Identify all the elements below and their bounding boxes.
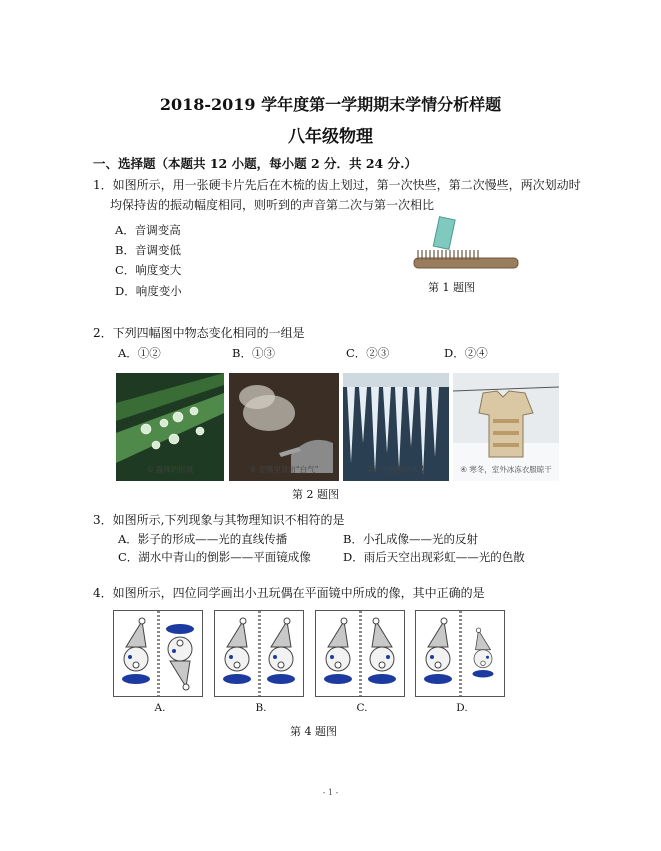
clown-doll-icon xyxy=(318,617,358,691)
question-1-option-a: A．音调变高 xyxy=(115,223,181,237)
clown-image-icon xyxy=(362,617,402,691)
question-2-option-b: B．①③ xyxy=(232,346,275,360)
question-1-option-d: D．响度变小 xyxy=(115,284,182,298)
mirror-panel-c xyxy=(315,610,405,697)
clown-doll-icon xyxy=(217,617,257,691)
section-heading: 一、选择题（本题共 12 小题，每小题 2 分．共 24 分.） xyxy=(93,156,417,171)
panel-label-b: B. xyxy=(255,702,267,714)
question-1-option-c: C．响度变大 xyxy=(115,263,182,277)
panel-label-d: D. xyxy=(456,702,468,714)
panel-label-c: C. xyxy=(356,702,368,714)
question-4-figure-caption: 第 4 题图 xyxy=(290,725,337,738)
question-2-option-a: A．①② xyxy=(118,346,161,360)
photo-4-caption: ④ 寒冬，室外冰冻衣服晾干 xyxy=(460,465,552,474)
question-3-option-b: B．小孔成像——光的反射 xyxy=(343,532,478,546)
mirror-panel-d xyxy=(415,610,505,697)
question-1-text-line1: 1．如图所示，用一张硬卡片先后在木梳的齿上划过，第一次快些，第二次慢些，两次划动时 xyxy=(93,178,581,192)
clown-image-icon xyxy=(261,617,301,691)
question-3-text: 3．如图所示,下列现象与其物理知识不相符的是 xyxy=(93,513,345,527)
question-2-figure-caption: 第 2 题图 xyxy=(292,488,339,501)
panel-label-a: A. xyxy=(154,702,166,714)
comb-card-figure xyxy=(412,214,522,276)
question-2-option-d: D．②④ xyxy=(444,346,488,360)
question-1-option-b: B．音调变低 xyxy=(115,243,181,257)
mirror-panel-b xyxy=(214,610,304,697)
question-2-text: 2．下列四幅图中物态变化相同的一组是 xyxy=(93,326,305,340)
question-1-text-line2: 均保持齿的振动幅度相同，则听到的声音第二次与第一次相比 xyxy=(110,198,435,212)
question-3-option-c: C．湖水中青山的倒影——平面镜成像 xyxy=(118,550,311,564)
clown-doll-icon xyxy=(418,617,458,691)
clown-image-icon xyxy=(160,617,200,691)
mirror-panel-a xyxy=(113,610,203,697)
question-2-option-c: C．②③ xyxy=(346,346,390,360)
page-number: - 1 - xyxy=(322,788,339,797)
hard-card xyxy=(433,217,455,250)
comb-illustration xyxy=(414,250,518,268)
photo-1-caption: ① 露珠的形成 xyxy=(146,465,194,474)
page-title: 2018-2019 学年度第一学期期末学情分析样题 xyxy=(159,95,502,114)
question-1-figure-caption: 第 1 题图 xyxy=(428,281,475,294)
page-subtitle: 八年级物理 xyxy=(288,127,373,147)
photo-3-caption: ③正在消融的冰凌 xyxy=(366,465,426,474)
clown-doll-icon xyxy=(116,617,156,691)
plane-mirror xyxy=(459,611,462,696)
question-3-option-a: A．影子的形成——光的直线传播 xyxy=(118,532,288,546)
clown-image-icon xyxy=(468,627,498,683)
question-4-text: 4．如图所示，四位同学画出小丑玩偶在平面镜中所成的像，其中正确的是 xyxy=(93,586,485,600)
question-3-option-d: D．雨后天空出现彩虹——光的色散 xyxy=(343,550,525,564)
photo-2-caption: ② 壶嘴里冒出“白气” xyxy=(249,465,319,474)
